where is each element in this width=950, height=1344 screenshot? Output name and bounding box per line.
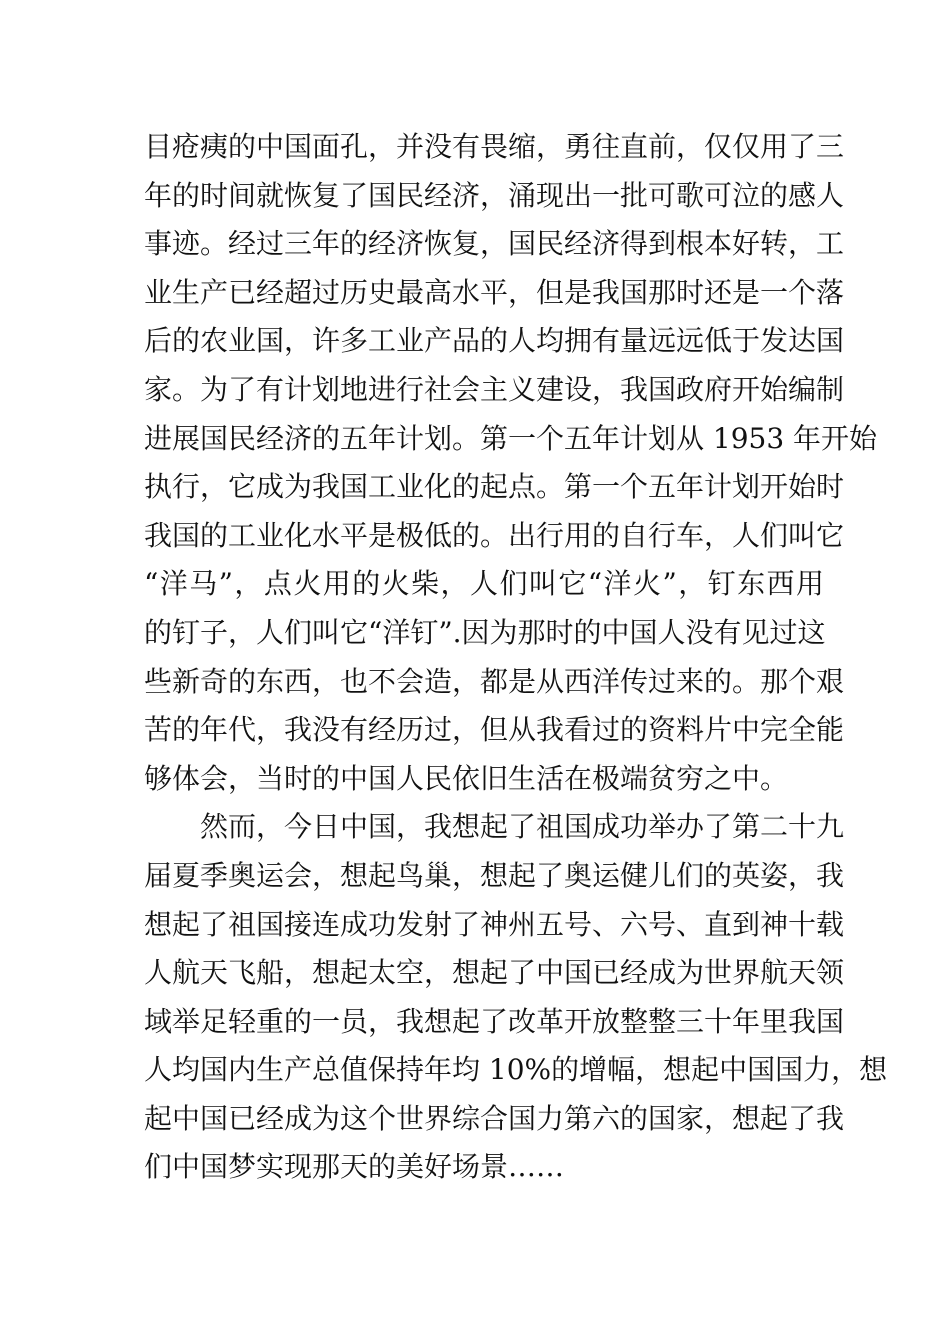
text-line: 起中国已经成为这个世界综合国力第六的国家，想起了我 bbox=[144, 1101, 845, 1135]
text-line: 进展国民经济的五年计划。第一个五年计划从 1953 年开始 bbox=[144, 421, 878, 455]
text-line: 执行，它成为我国工业化的起点。第一个五年计划开始时 bbox=[144, 470, 845, 504]
text-line: 域举足轻重的一员，我想起了改革开放整整三十年里我国 bbox=[144, 1004, 845, 1038]
text-line: 后的农业国，许多工业产品的人均拥有量远远低于发达国 bbox=[144, 324, 845, 358]
text-line: 然而，今日中国，我想起了祖国成功举办了第二十九 bbox=[200, 810, 845, 844]
text-line: 想起了祖国接连成功发射了神州五号、六号、直到神十载 bbox=[144, 907, 845, 941]
text-line: 届夏季奥运会，想起鸟巢，想起了奥运健儿们的英姿，我 bbox=[144, 858, 845, 892]
text-line: 的钉子，人们叫它“洋钉”.因为那时的中国人没有见过这 bbox=[144, 615, 826, 649]
text-line: 年的时间就恢复了国民经济，涌现出一批可歌可泣的感人 bbox=[144, 178, 845, 212]
text-line: 家。为了有计划地进行社会主义建设，我国政府开始编制 bbox=[144, 372, 845, 406]
text-line: 苦的年代，我没有经历过，但从我看过的资料片中完全能 bbox=[144, 713, 845, 747]
text-line: 业生产已经超过历史最高水平，但是我国那时还是一个落 bbox=[144, 275, 845, 309]
text-line: 够体会，当时的中国人民依旧生活在极端贫穷之中。 bbox=[144, 761, 789, 795]
text-line: 们中国梦实现那天的美好场景…… bbox=[144, 1150, 565, 1184]
text-line: 我国的工业化水平是极低的。出行用的自行车，人们叫它 bbox=[144, 518, 845, 552]
text-line: 人均国内生产总值保持年均 10%的增幅，想起中国国力，想 bbox=[144, 1053, 888, 1087]
text-line: 事迹。经过三年的经济恢复，国民经济得到根本好转，工 bbox=[144, 227, 845, 261]
text-line: 人航天飞船，想起太空，想起了中国已经成为世界航天领 bbox=[144, 956, 845, 990]
text-line: “洋马”，点火用的火柴，人们叫它“洋火”，钉东西用 bbox=[144, 567, 824, 601]
body-text bbox=[144, 123, 888, 1192]
text-line: 些新奇的东西，也不会造，都是从西洋传过来的。那个艰 bbox=[144, 664, 845, 698]
text-line: 目疮痍的中国面孔，并没有畏缩，勇往直前，仅仅用了三 bbox=[144, 130, 845, 163]
